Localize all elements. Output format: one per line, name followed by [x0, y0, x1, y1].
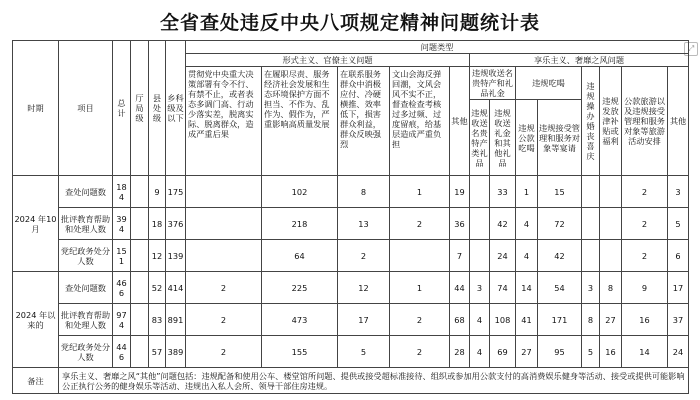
cell-f2: 225: [262, 272, 338, 304]
cell-h5: 9: [622, 272, 668, 304]
cell-ting: [131, 208, 149, 240]
cell-ting: [131, 336, 149, 368]
cell-total: 974: [113, 304, 131, 336]
cell-xian: 52: [149, 272, 166, 304]
header-item: 项目: [59, 41, 113, 176]
header-f-other: 其他: [450, 66, 470, 176]
item-cell: 查处问题数: [59, 176, 113, 208]
cell-h3: 8: [582, 304, 600, 336]
cell-h5: 14: [622, 336, 668, 368]
cell-gift-a: [470, 176, 490, 208]
header-problem-types: 问题类型: [186, 41, 689, 54]
cell-f1: 2: [186, 304, 262, 336]
cell-h-other: 37: [668, 304, 689, 336]
header-xiang: 乡科级及以下: [166, 41, 186, 176]
cell-gift-b: 33: [490, 176, 516, 208]
cell-f3: 2: [338, 240, 390, 272]
cell-xiang: 175: [166, 176, 186, 208]
cell-h-other: 5: [668, 208, 689, 240]
cell-total: 184: [113, 176, 131, 208]
table-row: [13, 272, 689, 304]
cell-gift-b: 42: [490, 208, 516, 240]
cell-eat-a: 4: [516, 208, 538, 240]
cell-eat-b: 171: [538, 304, 582, 336]
cell-h3: [582, 208, 600, 240]
cell-gift-a: 4: [470, 336, 490, 368]
cell-h5: 16: [622, 304, 668, 336]
cell-gift-b: 69: [490, 336, 516, 368]
cell-xiang: 891: [166, 304, 186, 336]
cell-h4: [600, 176, 622, 208]
cell-gift-b: 108: [490, 304, 516, 336]
header-f2: 在履职尽责、服务经济社会发展和生态环境保护方面不担当、不作为、乱作为、假作为，严重影响高质量发展: [262, 66, 338, 176]
header-gift: 违规收送名贵特产和礼品礼金: [470, 66, 516, 99]
table-row: [13, 208, 689, 240]
cell-f1: [186, 208, 262, 240]
expand-icon[interactable]: ⤢: [684, 42, 698, 56]
cell-eat-a: 4: [516, 240, 538, 272]
period-cell: 2024 年以来的: [13, 272, 59, 368]
cell-total: 394: [113, 208, 131, 240]
cell-h4: [600, 208, 622, 240]
cell-f1: [186, 240, 262, 272]
cell-f3: 12: [338, 272, 390, 304]
cell-f4: 2: [390, 336, 450, 368]
cell-xiang: 139: [166, 240, 186, 272]
table-row: [13, 240, 689, 272]
cell-f4: 2: [390, 208, 450, 240]
cell-ting: [131, 304, 149, 336]
cell-h3: 3: [582, 272, 600, 304]
cell-h4: 27: [600, 304, 622, 336]
header-period: 时期: [13, 41, 59, 176]
header-h4: 违规发放津补贴或福利: [600, 66, 622, 176]
item-cell: 查处问题数: [59, 272, 113, 304]
header-formalism: 形式主义、官僚主义问题: [186, 53, 470, 66]
cell-total: 446: [113, 336, 131, 368]
cell-f2: 102: [262, 176, 338, 208]
cell-gift-a: 4: [470, 304, 490, 336]
header-h-other: 其他: [668, 66, 689, 176]
cell-gift-b: 24: [490, 240, 516, 272]
cell-xian: 12: [149, 240, 166, 272]
cell-eat-a: 1: [516, 176, 538, 208]
header-xian: 县处级: [149, 41, 166, 176]
cell-gift-b: 74: [490, 272, 516, 304]
period-cell: 2024 年10月: [13, 176, 59, 272]
header-ting: 厅局级: [131, 41, 149, 176]
cell-f3: 17: [338, 304, 390, 336]
header-eat-a: 违规公款吃喝: [516, 99, 538, 176]
cell-gift-a: 3: [470, 272, 490, 304]
cell-f3: 13: [338, 208, 390, 240]
header-eat: 违规吃喝: [516, 66, 582, 99]
cell-h4: [600, 240, 622, 272]
cell-eat-a: 14: [516, 272, 538, 304]
header-total: 总计: [113, 41, 131, 176]
cell-f1: 2: [186, 336, 262, 368]
header-h5: 公款旅游以及违规接受管理和服务对象等旅游活动安排: [622, 66, 668, 176]
cell-eat-b: 42: [538, 240, 582, 272]
cell-f4: 2: [390, 304, 450, 336]
cell-ting: [131, 176, 149, 208]
header-h3: 违规操办婚丧喜庆: [582, 66, 600, 176]
cell-f2: 64: [262, 240, 338, 272]
cell-eat-a: 41: [516, 304, 538, 336]
cell-h3: [582, 240, 600, 272]
page-title: 全省查处违反中央八项规定精神问题统计表: [159, 12, 540, 34]
table-row: [13, 176, 689, 208]
cell-f2: 218: [262, 208, 338, 240]
cell-total: 466: [113, 272, 131, 304]
cell-xian: 57: [149, 336, 166, 368]
cell-h3: 5: [582, 336, 600, 368]
cell-h5: 2: [622, 176, 668, 208]
cell-xian: 83: [149, 304, 166, 336]
table-row: [13, 336, 689, 368]
cell-h4: 8: [600, 272, 622, 304]
cell-h-other: 24: [668, 336, 689, 368]
cell-h5: 2: [622, 208, 668, 240]
cell-f-other: 19: [450, 176, 470, 208]
cell-h4: 16: [600, 336, 622, 368]
cell-xiang: 414: [166, 272, 186, 304]
cell-f4: [390, 240, 450, 272]
header-hedonism: 享乐主义、奢靡之风问题: [470, 53, 689, 66]
cell-eat-a: 27: [516, 336, 538, 368]
cell-f1: 2: [186, 272, 262, 304]
cell-h-other: 6: [668, 240, 689, 272]
cell-eat-b: 72: [538, 208, 582, 240]
cell-f-other: 68: [450, 304, 470, 336]
cell-f4: 1: [390, 176, 450, 208]
cell-xiang: 376: [166, 208, 186, 240]
note-row: [13, 368, 689, 394]
cell-total: 151: [113, 240, 131, 272]
cell-h3: [582, 176, 600, 208]
header-f4: 文山会海反弹回潮，文风会风不实不正，督查检查考核过多过频、过度留痕，给基层造成严重负担: [390, 66, 450, 176]
cell-f1: [186, 176, 262, 208]
cell-h5: 2: [622, 240, 668, 272]
item-cell: 党纪政务处分人数: [59, 240, 113, 272]
table-row: [13, 304, 689, 336]
cell-f-other: 28: [450, 336, 470, 368]
cell-f2: 155: [262, 336, 338, 368]
cell-eat-b: 95: [538, 336, 582, 368]
cell-eat-b: 15: [538, 176, 582, 208]
cell-f-other: 44: [450, 272, 470, 304]
cell-ting: [131, 240, 149, 272]
cell-h-other: 3: [668, 176, 689, 208]
cell-eat-b: 54: [538, 272, 582, 304]
note-label: 备注: [13, 368, 59, 394]
item-cell: 批评教育帮助和处理人数: [59, 208, 113, 240]
cell-f-other: 36: [450, 208, 470, 240]
cell-h-other: 17: [668, 272, 689, 304]
header-gift-b: 违规收送礼金和其他礼品: [490, 99, 516, 176]
item-cell: 党纪政务处分人数: [59, 336, 113, 368]
cell-xiang: 389: [166, 336, 186, 368]
cell-xian: 9: [149, 176, 166, 208]
cell-f3: 5: [338, 336, 390, 368]
cell-ting: [131, 272, 149, 304]
cell-gift-a: [470, 208, 490, 240]
statistics-table: [12, 40, 689, 394]
cell-f4: 1: [390, 272, 450, 304]
header-eat-b: 违规接受管理和服务对象等宴请: [538, 99, 582, 176]
header-gift-a: 违规收送名贵特产类礼品: [470, 99, 490, 176]
cell-f3: 8: [338, 176, 390, 208]
note-text: 享乐主义、奢靡之风“其他”问题包括：违规配备和使用公车、楼堂馆所问题、提供或接受超标准接待、组织或参加用公款支付的高消费娱乐健身等活动、接受或提供可能影响公正执行公务的健身娱乐等活动、违规出入私人会所、领导干部住房违规。: [59, 368, 689, 394]
cell-f-other: 7: [450, 240, 470, 272]
cell-xian: 18: [149, 208, 166, 240]
header-f3: 在联系服务群众中消极应付、冷硬横推、效率低下，损害群众利益，群众反映强烈: [338, 66, 390, 176]
item-cell: 批评教育帮助和处理人数: [59, 304, 113, 336]
cell-gift-a: [470, 240, 490, 272]
cell-f2: 473: [262, 304, 338, 336]
header-f1: 贯彻党中央重大决策部署有令不行、有禁不止，或者表态多调门高、行动少落实差，脱离实际、脱离群众，造成严重后果: [186, 66, 262, 176]
